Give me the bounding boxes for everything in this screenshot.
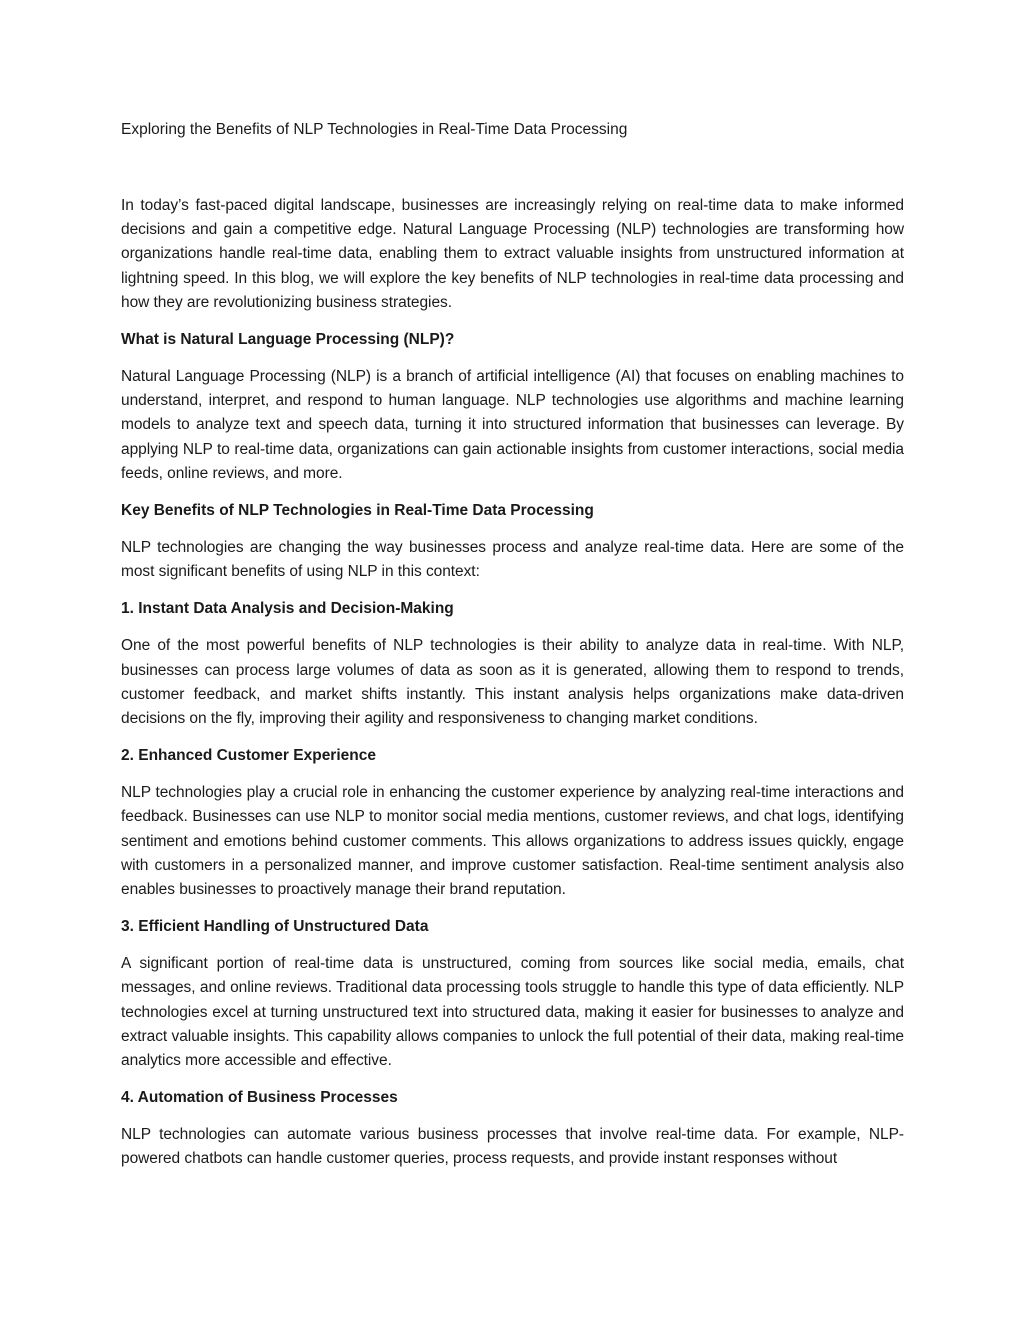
- section-paragraph-automation: NLP technologies can automate various business processes that involve real-time data. For example, NLP-powered chatbots can handle customer queries, process requests, and provide instant responses without: [121, 1126, 904, 1168]
- document-title: Exploring the Benefits of NLP Technologies in Real-Time Data Processing: [121, 121, 628, 138]
- intro-paragraph: In today’s fast-paced digital landscape, businesses are increasingly relying on real-time data to make informed decisions and gain a competitive edge. Natural Language Processing (NLP) technologies are transforming how organizations handle real-time data, enabling them to extract valuable insights from unstructured information at lightning speed. In this blog, we will explore the key benefits of NLP technologies in real-time data processing and how they are revolutionizing business strategies.: [121, 197, 904, 311]
- section-paragraph-what-is-nlp: Natural Language Processing (NLP) is a branch of artificial intelligence (AI) that focuses on enabling machines to understand, interpret, and respond to human language. NLP technologies use algorithms and machine learning models to analyze text and speech data, turning it into structured information that businesses can leverage. By applying NLP to real-time data, organizations can gain actionable insights from customer interactions, social media feeds, online reviews, and more.: [121, 368, 904, 482]
- section-heading-automation: 4. Automation of Business Processes: [121, 1089, 398, 1107]
- section-paragraph-unstructured-data: A significant portion of real-time data is unstructured, coming from sources like social media, emails, chat messages, and online reviews. Traditional data processing tools struggle to handle this type of data efficiently. NLP technologies excel at turning unstructured text into structured data, making it easier for businesses to analyze and extract valuable insights. This capability allows companies to unlock the full potential of their data, making real-time analytics more accessible and effective.: [121, 955, 904, 1070]
- section-paragraph-instant-analysis: One of the most powerful benefits of NLP technologies is their ability to analyze data in real-time. With NLP, businesses can process large volumes of data as soon as it is generated, allowing them to respond to trends, customer feedback, and market shifts instantly. This instant analysis helps organizations make data-driven decisions on the fly, improving their agility and responsiveness to changing market conditions.: [121, 637, 904, 728]
- section-heading-what-is-nlp: What is Natural Language Processing (NLP)?: [121, 331, 455, 349]
- section-paragraph-key-benefits: NLP technologies are changing the way businesses process and analyze real-time data. Here are some of the most significant benefits of using NLP in this context:: [121, 539, 904, 581]
- section-heading-key-benefits: Key Benefits of NLP Technologies in Real-Time Data Processing: [121, 502, 594, 520]
- document-page: [121, 118, 904, 1185]
- section-heading-unstructured-data: 3. Efficient Handling of Unstructured Data: [121, 918, 429, 936]
- section-heading-customer-experience: 2. Enhanced Customer Experience: [121, 747, 376, 765]
- section-paragraph-customer-experience: NLP technologies play a crucial role in enhancing the customer experience by analyzing real-time interactions and feedback. Businesses can use NLP to monitor social media mentions, customer reviews, and chat logs, identifying sentiment and emotions behind customer comments. This allows organizations to address issues quickly, engage with customers in a personalized manner, and improve customer satisfaction. Real-time sentiment analysis also enables businesses to proactively manage their brand reputation.: [121, 784, 904, 899]
- section-heading-instant-analysis: 1. Instant Data Analysis and Decision-Making: [121, 600, 454, 618]
